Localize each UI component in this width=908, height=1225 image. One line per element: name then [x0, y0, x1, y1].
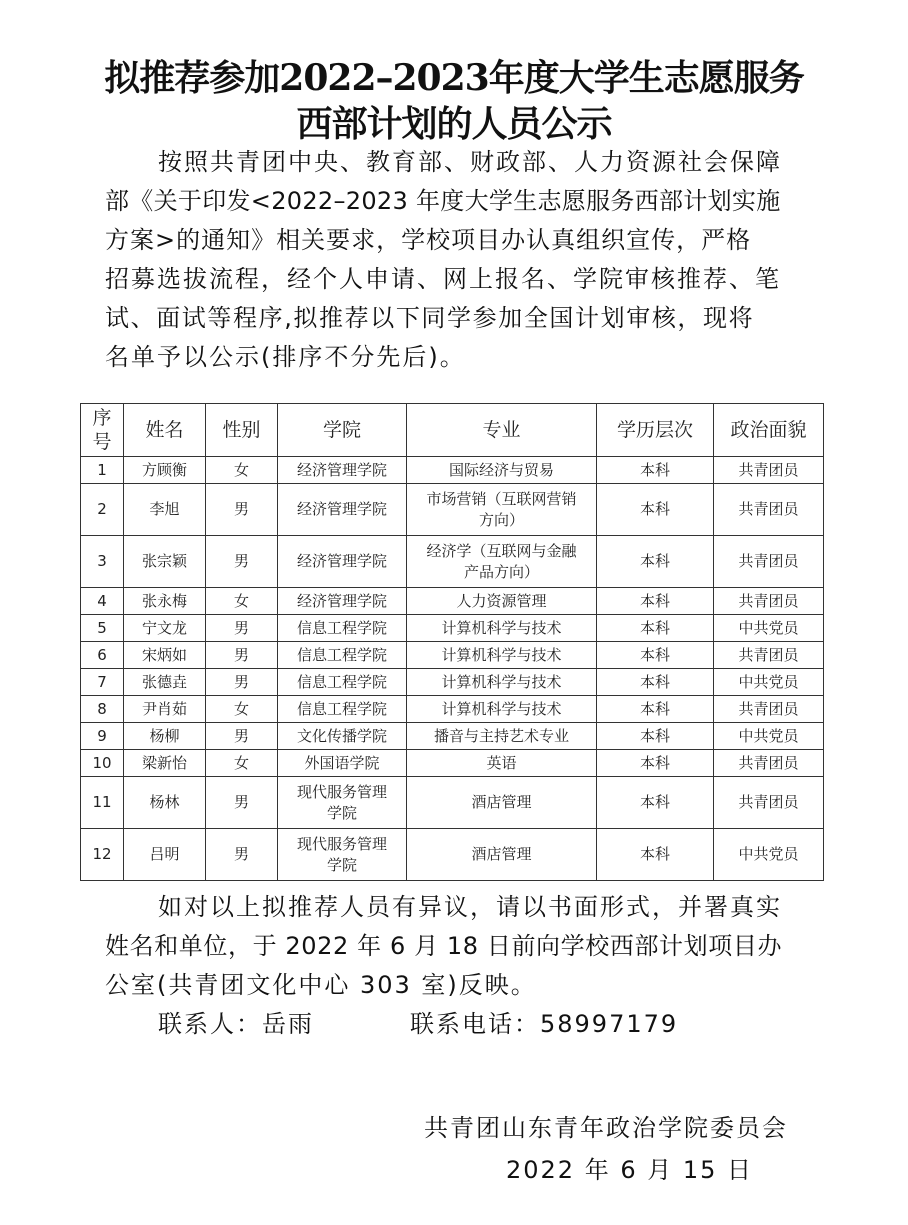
cell-name: 方顾衡: [124, 457, 206, 484]
contact-line: [105, 1005, 805, 1044]
table-row: [81, 615, 824, 642]
cell-college: 经济管理学院: [278, 457, 407, 484]
cell-level: 本科: [597, 777, 714, 829]
cell-college-text: 现代服务管理学院: [296, 782, 387, 822]
cell-major: 计算机科学与技术: [407, 615, 597, 642]
intro-line: 方案>的通知》相关要求，学校项目办认真组织宣传，严格: [105, 226, 752, 254]
cell-no: 11: [81, 777, 124, 829]
cell-level: 本科: [597, 696, 714, 723]
cell-political: 中共党员: [714, 669, 824, 696]
cell-no: 12: [81, 829, 124, 881]
table-row: [81, 750, 824, 777]
cell-college: 文化传播学院: [278, 723, 407, 750]
cell-major: 酒店管理: [407, 829, 597, 881]
intro-line: 部《关于印发<2022–2023 年度大学生志愿服务西部计划实施: [105, 187, 781, 215]
cell-level: 本科: [597, 669, 714, 696]
cell-name: 张德垚: [124, 669, 206, 696]
table-header-row: [81, 404, 824, 457]
table-row: [81, 669, 824, 696]
intro-paragraph: [105, 143, 805, 377]
table-row: [81, 536, 824, 588]
intro-line: 名单予以公示(排序不分先后)。: [105, 343, 466, 371]
cell-major: [407, 536, 597, 588]
cell-political: 中共党员: [714, 723, 824, 750]
outro-line: 姓名和单位，于 2022 年 6 月 18 日前向学校西部计划项目办: [105, 932, 783, 960]
outro-line: 公室(共青团文化中心 303 室)反映。: [105, 971, 537, 999]
cell-no: 7: [81, 669, 124, 696]
cell-name: 宋炳如: [124, 642, 206, 669]
cell-college: 信息工程学院: [278, 615, 407, 642]
cell-college: 信息工程学院: [278, 669, 407, 696]
cell-no: 4: [81, 588, 124, 615]
outro-line: 如对以上拟推荐人员有异议，请以书面形式，并署真实: [158, 893, 782, 921]
table-row: [81, 696, 824, 723]
cell-gender: 女: [206, 588, 278, 615]
cell-political: 中共党员: [714, 829, 824, 881]
cell-major: 播音与主持艺术专业: [407, 723, 597, 750]
cell-name: 杨林: [124, 777, 206, 829]
cell-gender: 女: [206, 696, 278, 723]
cell-no: 8: [81, 696, 124, 723]
contact-phone: 联系电话：58997179: [410, 1010, 679, 1038]
cell-name: 张永梅: [124, 588, 206, 615]
cell-college-text: 现代服务管理学院: [296, 834, 387, 874]
cell-political: 中共党员: [714, 615, 824, 642]
cell-political: 共青团员: [714, 536, 824, 588]
cell-level: 本科: [597, 457, 714, 484]
cell-name: 宁文龙: [124, 615, 206, 642]
cell-college: 信息工程学院: [278, 642, 407, 669]
cell-gender: 男: [206, 723, 278, 750]
signature-organization: 共青团山东青年政治学院委员会: [424, 1114, 788, 1142]
candidate-table: [80, 403, 824, 881]
cell-name: 梁新怡: [124, 750, 206, 777]
cell-college: 经济管理学院: [278, 588, 407, 615]
cell-gender: 男: [206, 484, 278, 536]
cell-major: 国际经济与贸易: [407, 457, 597, 484]
cell-name: 杨柳: [124, 723, 206, 750]
cell-gender: 男: [206, 642, 278, 669]
cell-major: 酒店管理: [407, 777, 597, 829]
outro-paragraph: [105, 888, 805, 1044]
cell-political: 共青团员: [714, 484, 824, 536]
table-row: [81, 723, 824, 750]
cell-gender: 男: [206, 615, 278, 642]
table-row: [81, 588, 824, 615]
table-row: [81, 777, 824, 829]
cell-level: 本科: [597, 484, 714, 536]
cell-no: 9: [81, 723, 124, 750]
cell-level: 本科: [597, 536, 714, 588]
cell-name: 张宗颖: [124, 536, 206, 588]
cell-no: 3: [81, 536, 124, 588]
table-row: [81, 829, 824, 881]
cell-major: 人力资源管理: [407, 588, 597, 615]
cell-major: [407, 484, 597, 536]
cell-major-text: 市场营销（互联网营销方向）: [426, 489, 577, 529]
cell-major-text: 经济学（互联网与金融产品方向）: [426, 541, 577, 581]
cell-level: 本科: [597, 829, 714, 881]
cell-level: 本科: [597, 615, 714, 642]
cell-no: 1: [81, 457, 124, 484]
cell-gender: 男: [206, 536, 278, 588]
cell-political: 共青团员: [714, 696, 824, 723]
cell-major: 计算机科学与技术: [407, 696, 597, 723]
table-row: [81, 484, 824, 536]
header-level: 学历层次: [597, 404, 714, 457]
cell-name: 尹肖茹: [124, 696, 206, 723]
cell-college: 经济管理学院: [278, 484, 407, 536]
cell-college: 经济管理学院: [278, 536, 407, 588]
cell-level: 本科: [597, 588, 714, 615]
header-name: 姓名: [124, 404, 206, 457]
cell-political: 共青团员: [714, 642, 824, 669]
contact-person: 联系人：岳雨: [158, 1010, 314, 1038]
header-college: 学院: [278, 404, 407, 457]
cell-name: 李旭: [124, 484, 206, 536]
cell-college: 外国语学院: [278, 750, 407, 777]
cell-gender: 男: [206, 829, 278, 881]
cell-political: 共青团员: [714, 588, 824, 615]
header-gender: 性别: [206, 404, 278, 457]
cell-major: 英语: [407, 750, 597, 777]
header-major: 专业: [407, 404, 597, 457]
signature-date: 2022 年 6 月 15 日: [506, 1156, 754, 1184]
cell-political: 共青团员: [714, 777, 824, 829]
intro-line: 按照共青团中央、教育部、财政部、人力资源社会保障: [158, 148, 782, 176]
cell-political: 共青团员: [714, 457, 824, 484]
cell-major: 计算机科学与技术: [407, 669, 597, 696]
header-political: 政治面貌: [714, 404, 824, 457]
cell-gender: 男: [206, 777, 278, 829]
cell-college: 信息工程学院: [278, 696, 407, 723]
table-row: [81, 642, 824, 669]
cell-college: [278, 829, 407, 881]
intro-line: 试、面试等程序,拟推荐以下同学参加全国计划审核，现将: [105, 304, 755, 332]
intro-line: 招募选拔流程，经个人申请、网上报名、学院审核推荐、笔: [105, 265, 781, 293]
cell-gender: 女: [206, 750, 278, 777]
cell-name: 吕明: [124, 829, 206, 881]
cell-gender: 男: [206, 669, 278, 696]
cell-college: [278, 777, 407, 829]
header-no: [81, 404, 124, 457]
table-row: [81, 457, 824, 484]
cell-level: 本科: [597, 642, 714, 669]
cell-gender: 女: [206, 457, 278, 484]
cell-no: 10: [81, 750, 124, 777]
header-no-label: 序号: [92, 407, 112, 453]
cell-level: 本科: [597, 723, 714, 750]
document-title-line-2: 西部计划的人员公示: [296, 103, 612, 145]
cell-political: 共青团员: [714, 750, 824, 777]
cell-no: 2: [81, 484, 124, 536]
cell-no: 6: [81, 642, 124, 669]
cell-level: 本科: [597, 750, 714, 777]
cell-major: 计算机科学与技术: [407, 642, 597, 669]
document-title-line-1: 拟推荐参加2022–2023年度大学生志愿服务: [104, 57, 804, 99]
cell-no: 5: [81, 615, 124, 642]
